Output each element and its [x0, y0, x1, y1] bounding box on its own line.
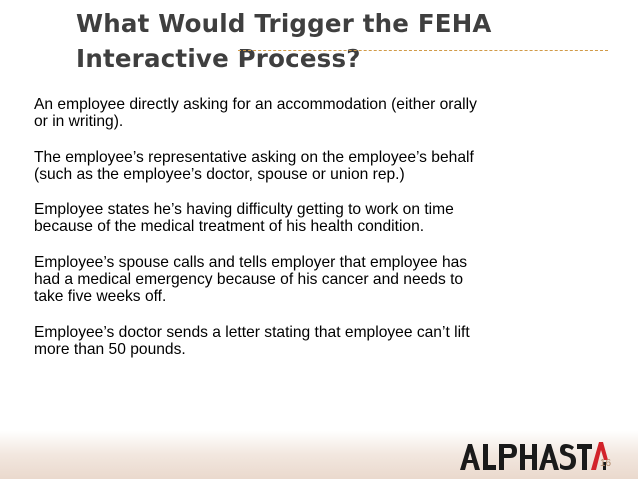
bullet-item: [34, 96, 594, 131]
bullet-line: or in writing).: [34, 113, 124, 131]
bullet-item: [34, 324, 594, 359]
alphastaff-logo: [458, 440, 608, 472]
bullet-line: Employee states he’s having difficulty getting to work on time: [34, 201, 454, 219]
title-divider: [238, 50, 608, 51]
bullet-line: because of the medical treatment of his health condition.: [34, 218, 425, 236]
bullet-line: more than 50 pounds.: [34, 340, 186, 358]
bullet-line: Employee’s spouse calls and tells employer that employee has: [34, 253, 468, 271]
bullet-item: [34, 254, 594, 306]
bullet-line: An employee directly asking for an accommodation (either orally: [34, 96, 477, 113]
slide-title: [76, 6, 596, 76]
bullet-line: The employee’s representative asking on the employee’s behalf: [34, 148, 474, 166]
bullet-line: Employee’s doctor sends a letter stating that employee can’t lift: [34, 323, 470, 341]
bullet-line: had a medical emergency because of his cancer and needs to: [34, 271, 464, 289]
bullet-line: (such as the employee’s doctor, spouse or union rep.): [34, 165, 405, 183]
bullet-item: [34, 149, 594, 184]
bullet-line: take five weeks off.: [34, 288, 167, 306]
bullet-item: [34, 201, 594, 236]
slide-title-line-2: Interactive Process?: [76, 44, 361, 73]
bullet-list: [34, 96, 594, 376]
slide-title-line-1: What Would Trigger the FEHA: [76, 9, 492, 38]
page-number: 16: [600, 458, 612, 469]
